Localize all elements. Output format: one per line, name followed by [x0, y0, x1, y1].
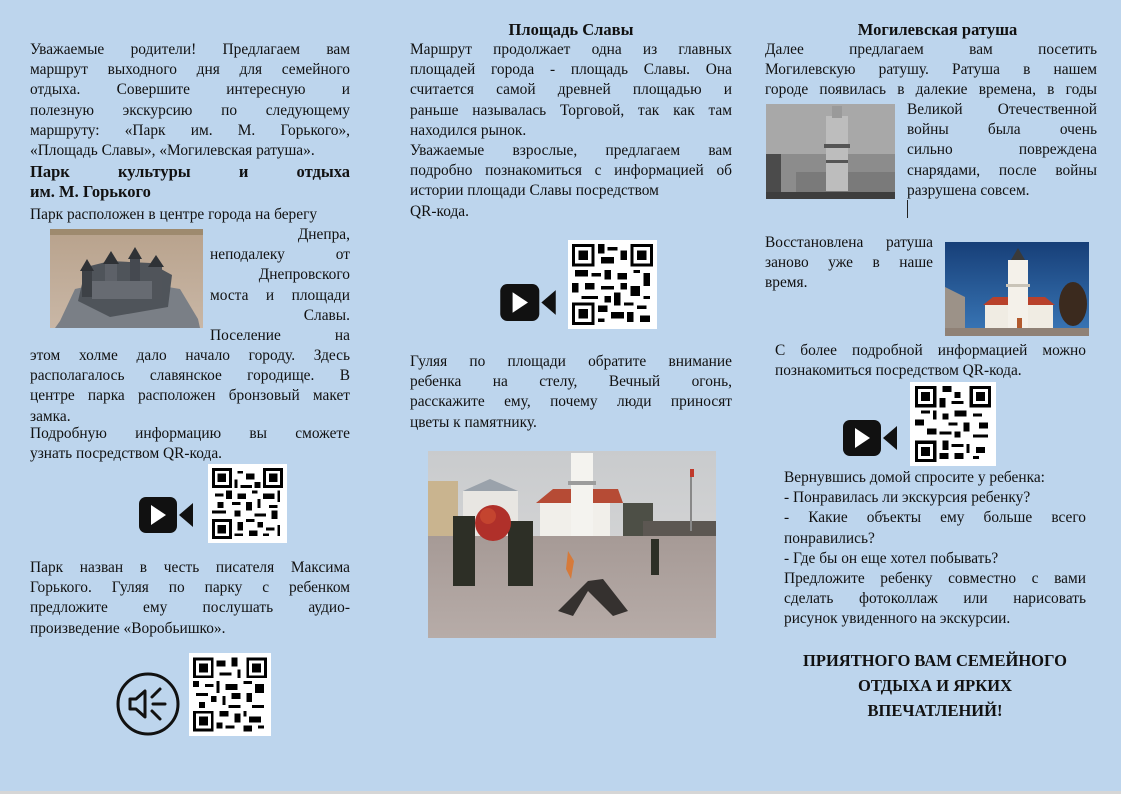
text-line: этом холме дало начало городу. Здесь — [30, 347, 350, 364]
text-line: время. — [765, 274, 808, 292]
text-line: - Понравилась ли экскурсия ребенку? — [784, 489, 1031, 507]
qr-code-square-video[interactable] — [568, 240, 657, 329]
text-line: рисунок увиденного на экскурсии. — [784, 610, 1011, 628]
text-line: ребенка на стелу, Вечный огонь, — [410, 373, 732, 391]
qr-code-audio[interactable] — [189, 653, 271, 736]
qr-code-ratusha-video[interactable] — [910, 382, 996, 466]
park-heading — [30, 162, 350, 202]
text-line: располагалось славянское городище. В — [30, 367, 350, 385]
text-line: «Площадь Славы», «Могилевская ратуша». — [30, 142, 315, 160]
text-line: моста и площади — [210, 286, 350, 304]
text-line: Маршрут продолжает одна из главных — [410, 41, 732, 58]
audio-speaker-icon — [115, 671, 181, 737]
text-line: раньше называлась Торговой, так как там — [410, 101, 732, 119]
heading-line: Площадь Славы — [508, 20, 634, 39]
text-line: - Где бы он еще хотел побывать? — [784, 549, 999, 567]
closing-line: ВПЕЧАТЛЕНИЙ! — [867, 701, 1003, 720]
qr-code-park-video[interactable] — [208, 464, 287, 543]
eternal-flame-photo — [428, 451, 716, 638]
text-line: центре парка расположен бронзовый макет — [30, 387, 350, 405]
text-line: - Какие объекты ему больше всего — [784, 509, 1086, 527]
text-line: С более подробной информацией можно — [775, 342, 1086, 359]
text-line: сильно повреждена — [907, 141, 1097, 159]
text-line: площадей города - площадь Славы. Она — [410, 61, 732, 79]
ruined-town-hall-photo — [766, 104, 895, 199]
questions-paragraph — [784, 468, 1086, 630]
text-line: заново уже в наше — [765, 254, 933, 272]
text-line: Восстановлена ратуша — [765, 234, 933, 251]
video-camera-icon — [500, 284, 556, 321]
text-line: Поселение на — [210, 327, 350, 345]
text-line: находился рынок. — [410, 121, 527, 139]
text-line: Гуляя по площади обратите внимание — [410, 353, 732, 370]
text-line: маршрут выходного дня для семейного — [30, 61, 350, 79]
ratusha-para1-wrapped — [907, 100, 1097, 201]
text-line: Парк назван в честь писателя Максима — [30, 559, 350, 576]
heading-line: Могилевская ратуша — [857, 20, 1018, 39]
ratusha-para1 — [765, 40, 1097, 101]
text-line: произведение «Воробьишко». — [30, 619, 226, 637]
video-camera-icon — [139, 497, 193, 533]
text-line: разрушена совсем. — [907, 181, 1030, 199]
ploshchad-para1 — [410, 40, 732, 141]
text-line: замка. — [30, 407, 71, 425]
text-line: понравились? — [784, 529, 875, 547]
text-line: QR-кода. — [410, 202, 469, 220]
text-line: подробно познакомиться с информацией об — [410, 162, 732, 180]
text-line: неподалеку от — [210, 246, 350, 264]
text-line: Славы. — [303, 306, 350, 324]
text-line: сделать фотоколлаж или нарисовать — [784, 590, 1086, 608]
text-line: снарядами, после войны — [907, 161, 1097, 179]
text-line: познакомиться посредством QR-кода. — [775, 362, 1022, 380]
restored-town-hall-photo — [945, 242, 1089, 336]
ratusha-para2 — [765, 233, 933, 294]
text-line: отдыха. Совершите интересную и — [30, 81, 350, 99]
text-cursor — [907, 200, 908, 218]
castle-model-photo — [50, 229, 203, 328]
gorky-paragraph — [30, 558, 350, 639]
park-text-wrapped — [210, 225, 350, 346]
ratusha-title — [765, 20, 1110, 40]
text-line: предложите ему послушать аудио- — [30, 599, 350, 617]
park-text-first — [30, 205, 350, 225]
text-line: Могилевскую ратушу. Ратуша в нашем — [765, 61, 1097, 79]
text-line: расскажите ему, почему люди приносят — [410, 393, 732, 411]
heading-line: им. М. Горького — [30, 182, 151, 201]
text-line: считается самой древней площадью и — [410, 81, 732, 99]
closing-line: ПРИЯТНОГО ВАМ СЕМЕЙНОГО — [803, 651, 1067, 670]
text-line: Великой Отечественной — [907, 101, 1097, 118]
text-line: полезную экскурсию по следующему — [30, 101, 350, 119]
text-line: истории площади Славы посредством — [410, 182, 659, 200]
qr-info-paragraph — [30, 424, 350, 464]
video-camera-icon — [842, 420, 898, 456]
closing-line: ОТДЫХА И ЯРКИХ — [858, 676, 1012, 695]
text-line: Днепра, — [297, 226, 350, 243]
text-line: Далее предлагаем вам посетить — [765, 41, 1097, 58]
text-line: Горького. Гуляя по парку с ребенком — [30, 579, 350, 597]
text-line: Уважаемые взрослые, предлагаем вам — [410, 142, 732, 159]
heading-line: Парк культуры и отдыха — [30, 162, 350, 181]
text-line: Вернувшись домой спросите у ребенка: — [784, 469, 1045, 486]
text-line: Подробную информацию вы сможете — [30, 425, 350, 442]
text-line: маршруту: «Парк им. М. Горького», — [30, 121, 350, 139]
intro-paragraph — [30, 40, 350, 161]
text-line: Предложите ребенку совместно с вами — [784, 570, 1086, 588]
closing-message — [770, 648, 1100, 723]
text-line: городе появилась в далекие времена, в годы — [765, 81, 1097, 99]
ploshchad-para3 — [410, 352, 732, 433]
ratusha-para3 — [775, 341, 1086, 381]
text-line: узнать посредством QR-кода. — [30, 445, 223, 463]
ploshchad-slavy-title — [410, 20, 732, 40]
ploshchad-para2 — [410, 141, 732, 222]
text-line: Парк расположен в центре города на берегу — [30, 206, 318, 223]
park-text-rest — [30, 346, 350, 427]
text-line: Днепровского — [258, 266, 350, 284]
text-line: войны была очень — [907, 121, 1097, 139]
text-line: цветы к памятнику. — [410, 413, 537, 431]
text-line: Уважаемые родители! Предлагаем вам — [30, 41, 350, 58]
